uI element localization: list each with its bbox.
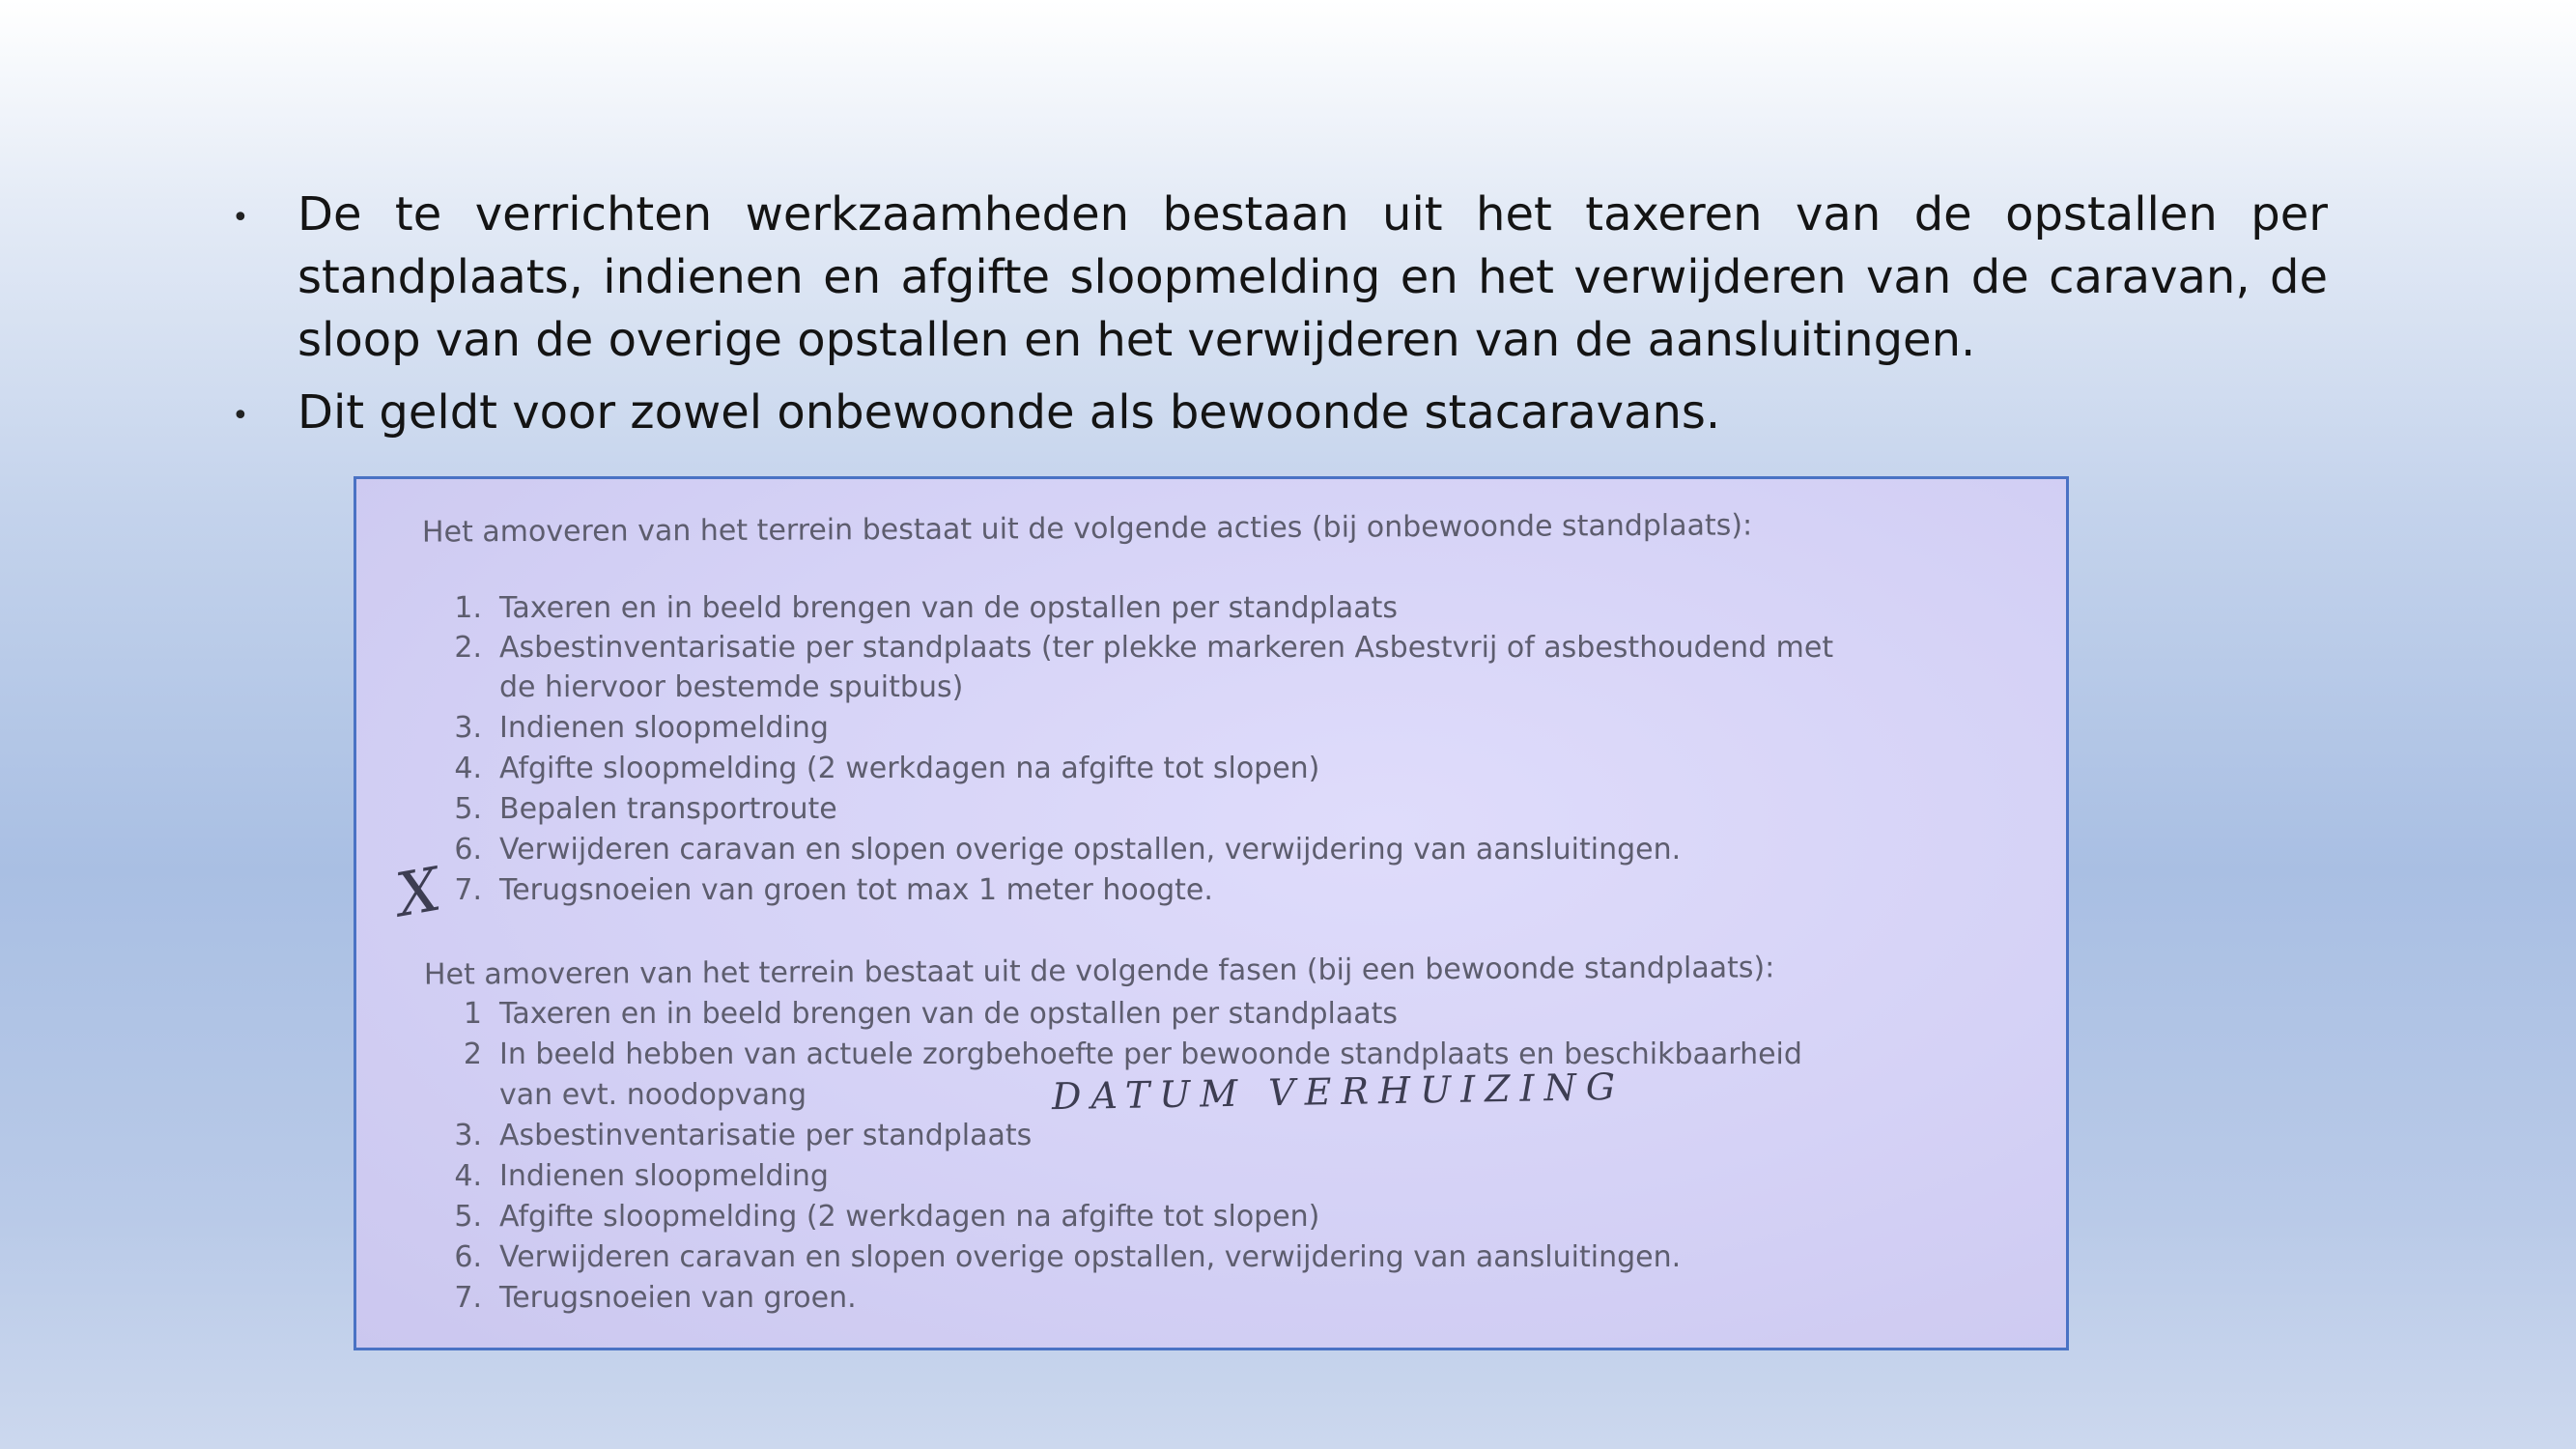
bullet-dot: • <box>232 399 249 433</box>
item-number: 3. <box>454 1119 482 1152</box>
bullet-dot: • <box>232 201 249 235</box>
item-text: Verwijderen caravan en slopen overige opstallen, verwijdering van aansluitingen. <box>499 833 1682 867</box>
bullet-list <box>224 184 2328 454</box>
item-number: 6. <box>454 1240 482 1274</box>
item-number: 7. <box>454 873 482 907</box>
item-text: Taxeren en in beeld brengen van de opstallen per standplaats <box>499 997 1399 1031</box>
item-text: Indienen sloopmelding <box>499 711 829 745</box>
handwritten-note: DATUM VERHUIZING <box>1051 1065 1626 1119</box>
item-text: Verwijderen caravan en slopen overige opstallen, verwijdering van aansluitingen. <box>499 1240 1682 1274</box>
item-text: Asbestinventarisatie per standplaats <box>499 1119 1033 1152</box>
item-text: Taxeren en in beeld brengen van de opstallen per standplaats <box>499 591 1399 625</box>
item-text: Terugsnoeien van groen tot max 1 meter hoogte. <box>499 873 1213 907</box>
item-text: Afgifte sloopmelding (2 werkdagen na afgifte tot slopen) <box>499 752 1320 785</box>
item-text: Afgifte sloopmelding (2 werkdagen na afgifte tot slopen) <box>499 1200 1320 1234</box>
item-number: 3. <box>454 711 482 745</box>
bullet-text: Dit geldt voor zowel onbewoonde als bewoonde stacaravans. <box>297 385 1721 440</box>
item-text: Asbestinventarisatie per standplaats (ter plekke markeren Asbestvrij of asbesthoudend met <box>499 631 1834 665</box>
item-text: In beeld hebben van actuele zorgbehoefte per bewoonde standplaats en beschikbaarheid <box>499 1037 1802 1071</box>
item-number: 7. <box>454 1281 482 1315</box>
bullet-item-2 <box>224 382 2328 444</box>
item-number: 1 <box>463 997 482 1031</box>
item-number: 2. <box>454 631 482 665</box>
bullet-item-1 <box>224 184 2328 372</box>
scanned-document <box>354 476 2069 1350</box>
item-number: 2 <box>463 1037 482 1071</box>
item-text: Bepalen transportroute <box>499 792 837 826</box>
item-text: Indienen sloopmelding <box>499 1159 829 1193</box>
item-text: van evt. noodopvang <box>499 1078 807 1112</box>
bullet-text: De te verrichten werkzaamheden bestaan uit het taxeren van de opstallen per standplaats, indienen en afgifte sloopmelding en het verwijderen van de caravan, de sloop van de overige opstallen en het verwijderen van de aansluitingen. <box>297 187 2328 367</box>
item-number: 4. <box>454 1159 482 1193</box>
item-text: de hiervoor bestemde spuitbus) <box>499 670 964 704</box>
section-heading-occupied: Het amoveren van het terrein bestaat uit de volgende fasen (bij een bewoonde standplaats): <box>423 951 1775 992</box>
handwritten-check-mark: X <box>391 851 456 931</box>
item-number: 6. <box>454 833 482 867</box>
item-number: 1. <box>454 591 482 625</box>
section-heading-unoccupied: Het amoveren van het terrein bestaat uit de volgende acties (bij onbewoonde standplaats): <box>421 508 1753 550</box>
item-text: Terugsnoeien van groen. <box>499 1281 857 1315</box>
item-number: 5. <box>454 792 482 826</box>
item-number: 5. <box>454 1200 482 1234</box>
item-number: 4. <box>454 752 482 785</box>
